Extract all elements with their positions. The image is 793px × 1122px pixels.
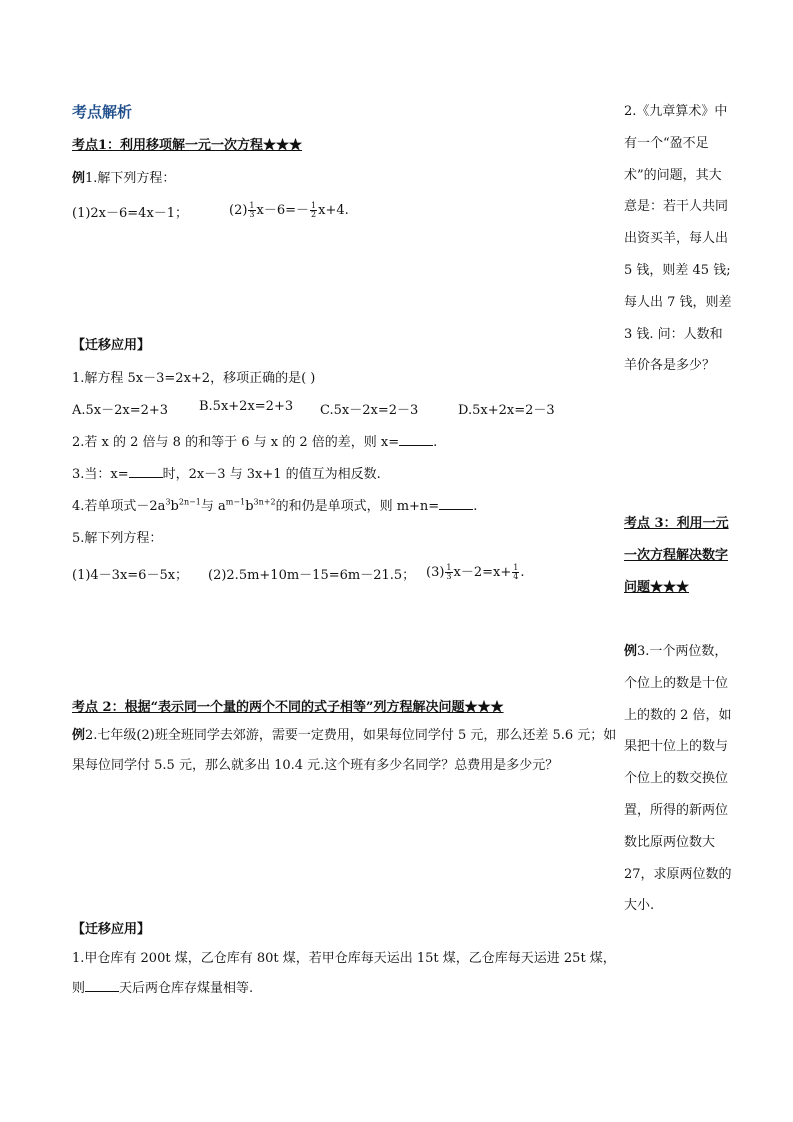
answer-blank [85,979,119,992]
example-1 [72,167,175,186]
fraction: $\frac{1}{2}$ [311,201,317,219]
kp3-heading: 考点 3：利用一元一次方程解决数字问题★★★ [624,516,729,595]
transfer1-q5: 5.解下列方程： [72,531,163,546]
transfer1-q1: 1.解方程 5x－3=2x+2，移项正确的是( ) [72,371,316,386]
transfer1-q4: 4.若单项式$-2a^3b^{2n-1}$与 $a^{m-1}b^{3n+2}$的和仍是单项式，则 m+n= . [72,497,478,514]
example-2-text: 2.七年级(2)班全班同学去郊游，需要一定费用，如果每位同学付 5 元，那么还差 5.6 元；如果每位同学付 5.5 元，那么就多出 10.4 元.这个班有多少名同学？总费用是多少元？ [72,728,617,773]
transfer1-q3: 3.当：x= 时，2x－3 与 3x+1 的值互为相反数. [72,467,381,482]
answer-blank [399,433,433,446]
example-2-label: 例 [72,728,86,743]
fraction: $\frac{1}{3}$ [446,563,452,581]
kp2-heading: 考点 2：根据“表示同一个量的两个不同的式子相等”列方程解决问题★★★ [72,700,504,715]
example-1-label: 例 [72,171,86,186]
transfer2-q1: 1.甲仓库有 200t 煤，乙仓库有 80t 煤，若甲仓库每天运出 15t 煤，乙仓库每天运进 25t 煤，则 天后两仓库存煤量相等. [72,951,616,996]
example-3-label: 例 [624,644,638,659]
transfer1-q5-eq3: (3) $\frac{1}{3}$ x－2=x+ $\frac{1}{4}$ . [426,563,525,581]
kp1-heading: 考点1：利用移项解一元一次方程★★★ [72,138,303,153]
sidebar-q2: 2.《九章算术》中有一个“盈不足术”的问题，其大意是：若干人共同出资买羊，每人出 5 钱，则差 45 钱;每人出 7 钱，则差 3 钱. 问：人数和羊价各是多少？ [624,104,732,374]
transfer1-q5-eq1: (1)4－3x=6－5x； [72,568,189,583]
transfer2-heading: 【迁移应用】 [72,922,151,937]
answer-blank [129,465,163,478]
example-2 [72,721,620,781]
transfer1-q2: 2.若 x 的 2 倍与 8 的和等于 6 与 x 的 2 倍的差，则 x= . [72,435,438,450]
section-title: 考点解析 [72,103,133,121]
fraction: $\frac{1}{3}$ [249,201,255,219]
transfer1-q5-eq2: (2)2.5m+10m－15=6m－21.5； [208,568,416,583]
example-1-text: 1.解下列方程： [85,171,176,186]
transfer1-option-c: C.5x－2x=2－3 [320,403,419,418]
transfer1-option-d: D.5x+2x=2－3 [458,403,555,418]
transfer1-heading: 【迁移应用】 [72,338,151,353]
transfer1-option-b: B.5x+2x=2+3 [199,399,294,414]
example-1-eq2: (2) $\frac{1}{3}$ x－6=－ $\frac{1}{2}$ x+4. [229,201,349,219]
transfer1-option-a: A.5x－2x=2+3 [72,403,169,418]
example-3-text: 3.一个两位数，个位上的数是十位上的数的 2 倍，如果把十位上的数与个位上的数交换位置，所得的新两位数比原两位数大 27，求原两位数的大小. [624,644,732,914]
fraction: $\frac{1}{4}$ [513,563,519,581]
example-3 [624,636,734,922]
example-1-eq1: (1)2x－6=4x－1； [72,206,189,221]
answer-blank [439,497,473,510]
